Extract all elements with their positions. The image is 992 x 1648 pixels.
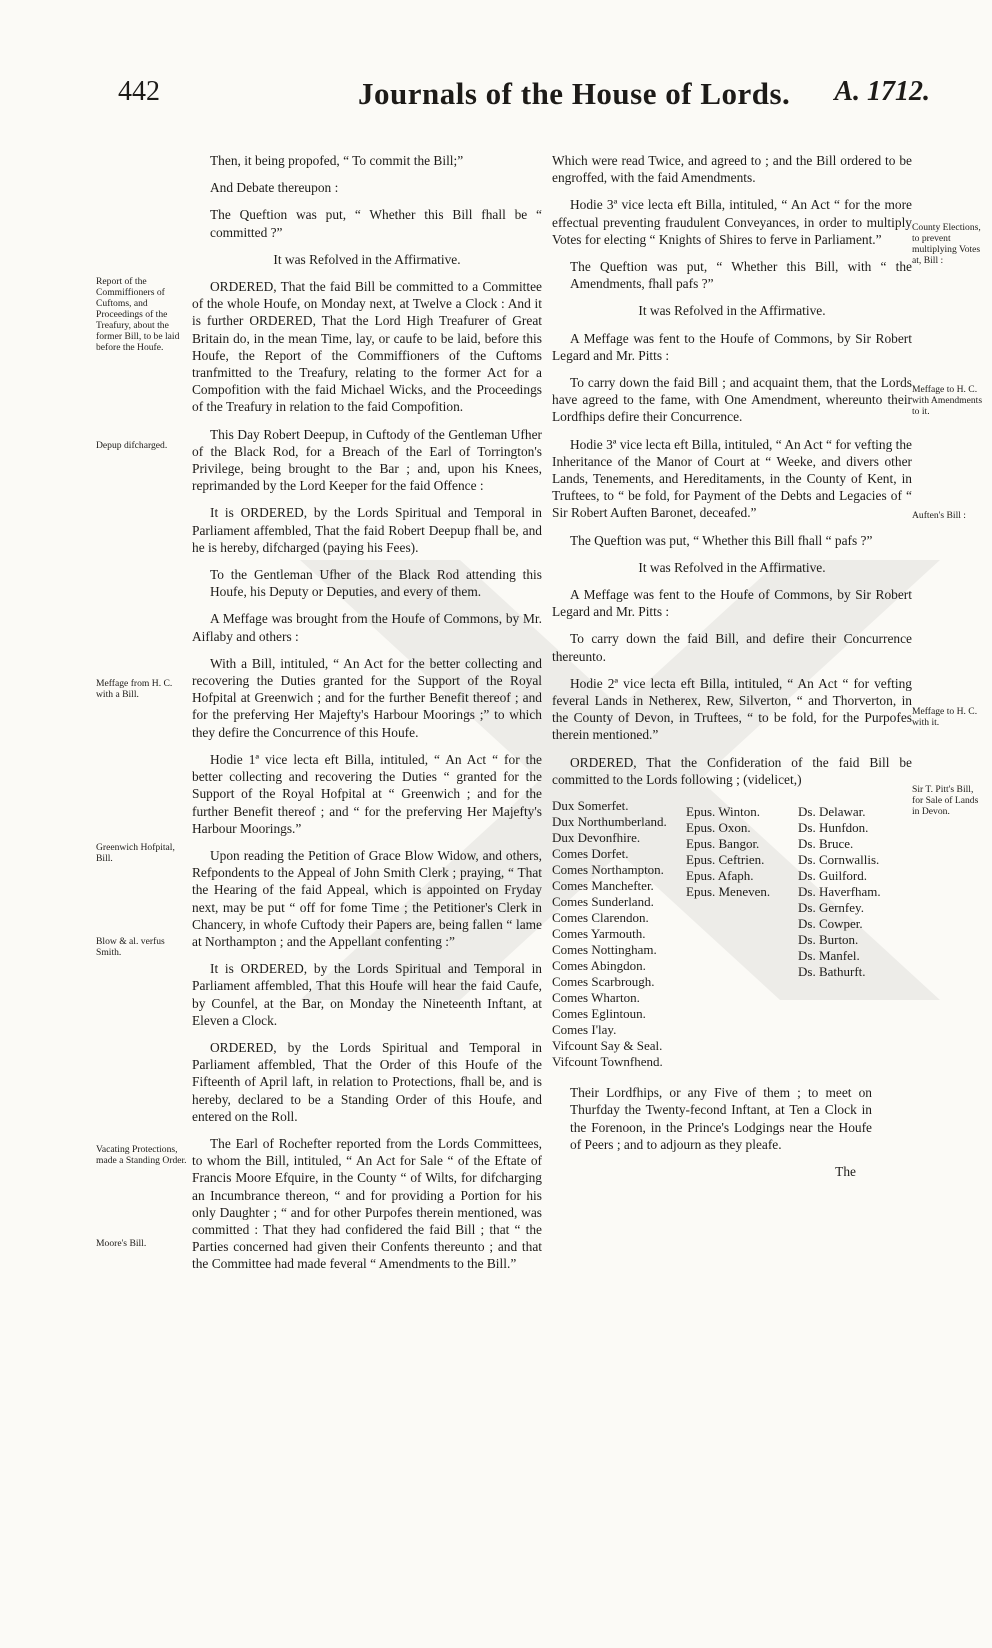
lord-name: Ds. Burton. [798,932,859,948]
lord-name: Epus. Bangor. [686,836,760,852]
lord-name: Epus. Afaph. [686,868,754,884]
year: A. 1712. [834,76,930,107]
lord-name: Ds. Bruce. [798,836,854,852]
paragraph: A Meffage was fent to the Houfe of Commons, by Sir Robert Legard and Mr. Pitts : [552,587,912,620]
lord-name: Comes Scarbrough. [552,974,655,990]
lord-name: Comes Eglintoun. [552,1006,646,1022]
left-column [192,152,542,1283]
running-title: Journals of the House of Lords. [358,76,791,111]
paragraph: And Debate thereupon : [210,180,339,196]
margin-note-msg-with: Meffage to H. C. with it. [912,706,978,728]
lord-name: Epus. Ceftrien. [686,852,765,868]
question: The Queftion was put, “ Whether this Bill fhall be “ committed ?” [210,207,542,240]
margin-note-county: County Elections, to prevent multiplying Votes at, Bill : [912,222,981,266]
lord-name: Comes Nottingham. [552,942,657,958]
paragraph: Their Lordfhips, or any Five of them ; to meet on Thurfday the Twenty-fecond Inftant, at Ten a Clock in the Forenoon, in the Prince's Lodgings near the Houfe of Peers ; and to adjourn as they pleafe. [570,1085,872,1152]
catchword: The [835,1163,856,1179]
margin-note-pitt: Sir T. Pitt's Bill, for Sale of Lands in Devon. [912,784,979,817]
right-column [552,152,912,1190]
order: It is ORDERED, by the Lords Spiritual and Temporal in Parliament affembled, That the faid Robert Deepup fhall be, and he is hereby, difcharged (paying his Fees). [192,505,542,555]
lord-name: Epus. Meneven. [686,884,771,900]
lord-name: Vifcount Townfhend. [552,1054,663,1070]
lord-name: Epus. Winton. [686,804,760,820]
resolution: It was Refolved in the Affirmative. [638,303,826,319]
resolution: It was Refolved in the Affirmative. [638,559,826,575]
paragraph: Upon reading the Petition of Grace Blow Widow, and others, Refpondents to the Appeal of John Smith Clerk ; praying, “ That the Hearing of the faid Appeal, which is appointed on Fryday next, may be put “ off for fome Time ; the Petitioner's Clerk in Chancery, in whofe Cuftody their Papers are, being fallen “ lame at Northampton ; and the Appellant confenting :” [192,847,542,949]
margin-note-msg-amend: Meffage to H. C. with Amendments to it. [912,384,983,417]
lord-name: Ds. Bathurft. [798,964,866,980]
order: ORDERED, by the Lords Spiritual and Temporal in Parliament affembled, That the Order of this Houfe of the Fifteenth of April laft, in relation to Protections, fhall be, and is hereby, declared to be a Standing Order of this Houfe, and entered on the Roll. [192,1039,542,1124]
lord-name: Epus. Oxon. [686,820,751,836]
paragraph: To carry down the faid Bill, and defire their Concurrence thereunto. [552,631,912,664]
margin-note-vacating: Vacating Protections, made a Standing Order. [96,1144,187,1166]
lords-list-dukes-earls [552,798,678,1070]
page-number: 442 [118,76,160,107]
paragraph: Then, it being propofed, “ To commit the Bill;” [210,153,464,168]
lord-name: Comes Northampton. [552,862,664,878]
lords-list-barons [798,798,910,1070]
lords-list-bishops [686,798,790,1070]
lord-name: Vifcount Say & Seal. [552,1038,663,1054]
lord-name: Ds. Cowper. [798,916,863,932]
order: It is ORDERED, by the Lords Spiritual and Temporal in Parliament affembled, That this Houfe will hear the faid Caufe, by Counfel, at the Bar, on Monday the Nineteenth Inftant, at Eleven a Clock. [192,961,542,1028]
paragraph: Which were read Twice, and agreed to ; and the Bill ordered to be engroffed, with the faid Amendments. [552,153,912,186]
order: ORDERED, That the Confideration of the faid Bill be committed to the Lords following ; (videlicet,) [552,754,912,787]
lord-name: Comes Abingdon. [552,958,646,974]
paragraph: Hodie 2ª vice lecta eft Billa, intituled, “ An Act “ for vefting feveral Lands in Netherex, Rew, Silverton, “ and Thorverton, in the County of Devon, in Truftees, “ to be fold, for the Purpofes therein mentioned.” [552,675,912,743]
question: The Queftion was put, “ Whether this Bill, with “ the Amendments, fhall pafs ?” [570,259,912,292]
paragraph: To carry down the faid Bill ; and acquaint them, that the Lords have agreed to the fame, with One Amendment, whereunto their Lordfhips defire their Concurrence. [552,375,912,425]
lord-name: Ds. Guilford. [798,868,867,884]
lord-name: Comes Sunderland. [552,894,654,910]
margin-note-deepup: Depup difcharged. [96,440,168,451]
paragraph: With a Bill, intituled, “ An Act for the better collecting and recovering the Duties granted for the Support of the Royal Hofpital at Greenwich ; and for the further Benefit thereof ; and for the preferving Her Majefty's Harbour Moorings ;” to which they defire the Concurrence of this Houfe. [192,655,542,740]
lord-name: Ds. Hunfdon. [798,820,869,836]
resolution: It was Refolved in the Affirmative. [273,251,461,267]
margin-note-blow: Blow & al. verfus Smith. [96,936,165,958]
lord-name: Comes I'lay. [552,1022,617,1038]
lord-name: Ds. Gernfey. [798,900,864,916]
lord-name: Ds. Manfel. [798,948,860,964]
page-header [118,76,930,136]
lord-name: Dux Somerfet. [552,798,629,814]
lord-name: Comes Yarmouth. [552,926,646,942]
paragraph: Hodie 3ª vice lecta eft Billa, intituled, “ An Act “ for vefting the Inheritance of the Manor of Court at “ Weeke, and divers other Lands, Tenements, and Hereditaments, in the County of Kent, in Truftees, to “ be fold, for Payment of the Debts and Legacies of “ Sir Robert Auften Baronet, deceafed.” [552,436,912,521]
margin-note-report: Report of the Commiffioners of Cuftoms, and Proceedings of the Treafury, about the former Bill, to be laid before the Houfe. [96,276,180,353]
paragraph: A Meffage was fent to the Houfe of Commons, by Sir Robert Legard and Mr. Pitts : [552,330,912,363]
lord-name: Comes Clarendon. [552,910,649,926]
paragraph: ORDERED, That the faid Bill be committed to a Committee of the whole Houfe, on Monday next, at Twelve a Clock : And it is further ORDERED, That the Lord High Treafurer of Great Britain do, in the mean Time, lay, or caufe to be laid, before this Houfe, the Report of the Commiffioners of the Cuftoms tranfmitted to the Treafury, relating to the former Act for a Compofition with the faid Michael Wicks, and the Proceedings of the Treafury in relation to the faid Compofition. [192,279,542,415]
paragraph: Hodie 3ª vice lecta eft Billa, intituled, “ An Act “ for the more effectual preventing fraudulent Conveyances, in order to multiply Votes for electing “ Knights of Shires to ferve in Parliament.” [552,197,912,247]
margin-note-austen: Auften's Bill : [912,510,966,521]
lord-name: Dux Devonfhire. [552,830,641,846]
paragraph: A Meffage was brought from the Houfe of Commons, by Mr. Aiflaby and others : [192,611,542,644]
paragraph: The Earl of Rochefter reported from the Lords Committees, to whom the Bill, intituled, “ An Act for Sale “ of the Eftate of Francis Moore Efquire, in the County “ of Wilts, for difcharging an Incumbrance thereon, “ and for providing a Portion for his only Daughter ; “ and for other Purpofes therein mentioned, was committed : That they had confidered the faid Bill ; that “ the Parties concerned had given their Confents thereunto ; and that the Committee had made feveral “ Amendments to the Bill.” [192,1135,542,1272]
lord-name: Ds. Delawar. [798,804,866,820]
lord-name: Comes Manchefter. [552,878,654,894]
margin-note-greenwich: Greenwich Hofpital, Bill. [96,842,175,864]
lord-name: Comes Wharton. [552,990,640,1006]
addressee: To the Gentleman Ufher of the Black Rod attending this Houfe, his Deputy or Deputies, and every of them. [210,567,542,600]
margin-note-message-hc: Meffage from H. C. with a Bill. [96,678,173,700]
lord-name: Ds. Cornwallis. [798,852,880,868]
paragraph: Hodie 1ª vice lecta eft Billa, intituled, “ An Act “ for the better collecting and recovering the Duties “ granted for the Support of the Royal Hofpital at “ Greenwich ; and for the further Benefit thereof ; and “ for the preferving Her Majefty's Harbour Moorings.” [192,751,542,836]
lord-name: Dux Northumberland. [552,814,667,830]
question: The Queftion was put, “ Whether this Bill fhall “ pafs ?” [570,532,873,548]
lord-name: Ds. Haverfham. [798,884,881,900]
paragraph: This Day Robert Deepup, in Cuftody of the Gentleman Ufher of the Black Rod, for a Breach of the Earl of Torrington's Privilege, being brought to the Bar ; and, upon his Knees, reprimanded by the Lord Keeper for the faid Offence : [192,426,542,494]
margin-note-moore: Moore's Bill. [96,1238,147,1249]
lord-name: Comes Dorfet. [552,846,629,862]
lords-committee-list [552,798,912,1070]
